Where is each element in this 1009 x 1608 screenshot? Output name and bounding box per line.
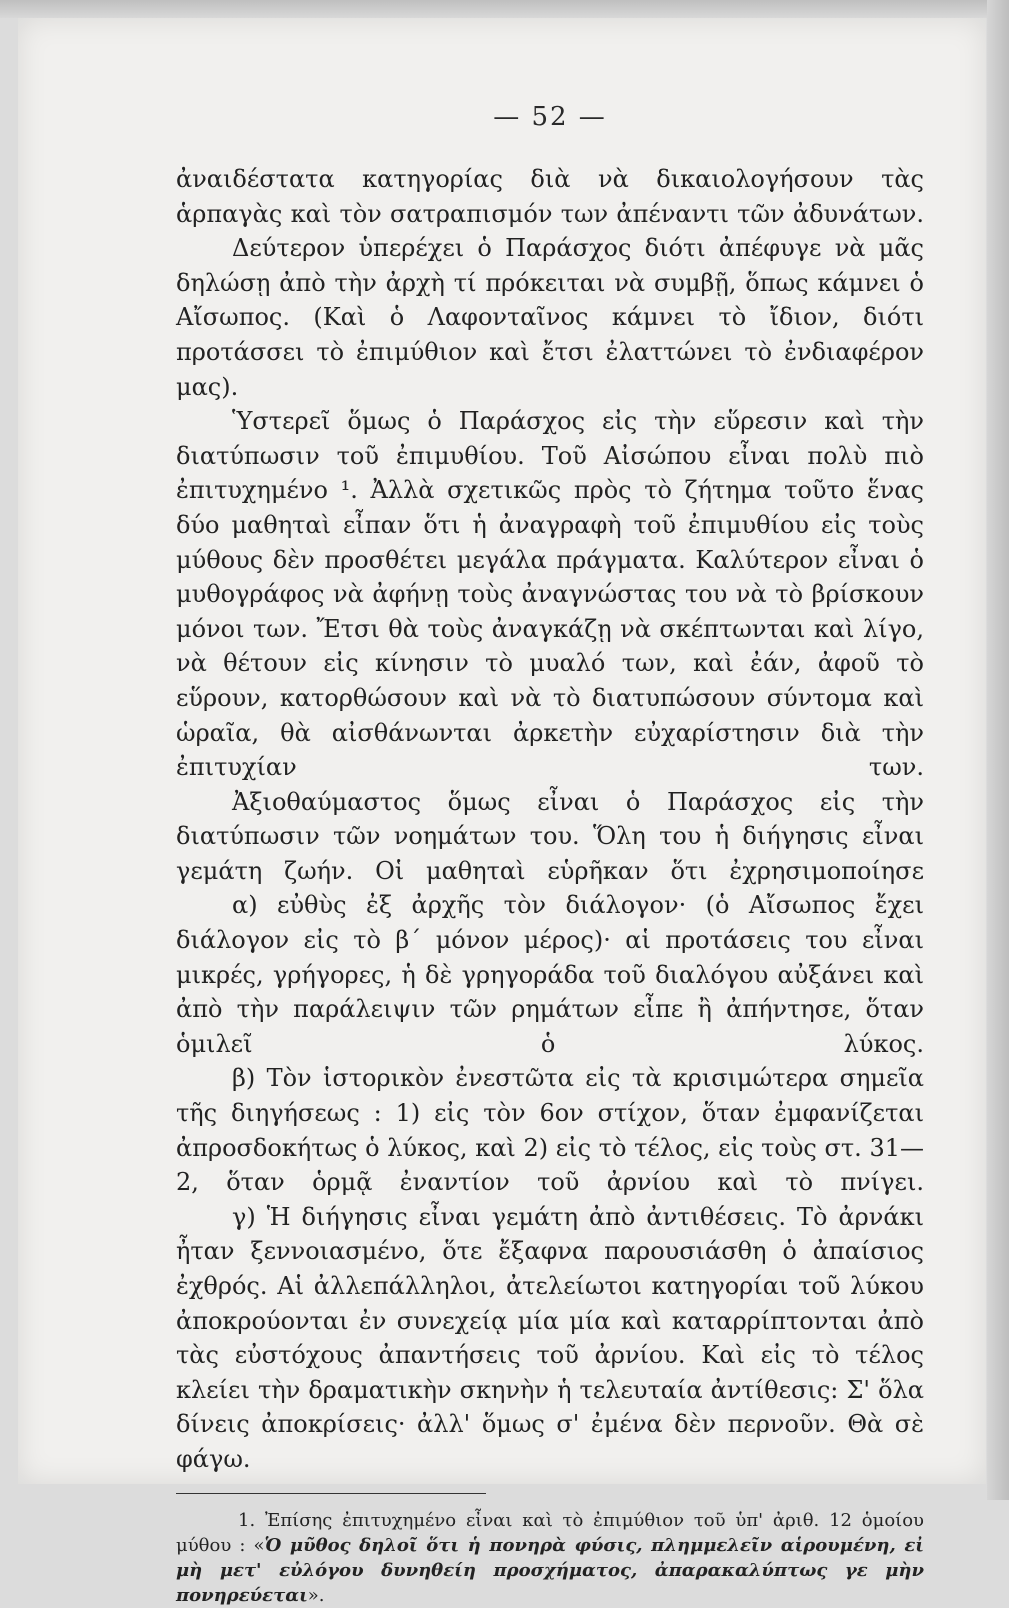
paragraph-3: Ὑστερεῖ ὅμως ὁ Παράσχος εἰς τὴν εὕρεσιν καὶ τὴν διατύπωσιν τοῦ ἐπιμυθίου. Τοῦ Αἰσώπου εἶναι πολὺ πιὸ ἐπιτυχημένο ¹. Ἀλλὰ σχετικῶς πρὸς τὸ ζήτημα τοῦτο ἕνας δύο μαθηταὶ εἶπαν ὅτι ἡ ἀναγραφὴ τοῦ ἐπιμυθίου εἰς τοὺς μύθους δὲν προσθέτει μεγάλα πράγματα. Καλύτερον εἶναι ὁ μυθογράφος νὰ ἀφήνῃ τοὺς ἀναγνώστας του νὰ τὸ βρίσκουν μόνοι των. Ἔτσι θὰ τοὺς ἀναγκάζῃ νὰ σκέπτωνται καὶ λίγο, νὰ θέτουν εἰς κίνησιν τὸ μυαλό των, καὶ ἐάν, ἀφοῦ τὸ εὕρουν, κατορθώσουν καὶ νὰ τὸ διατυπώσουν σύντομα καὶ ὡραῖα, θὰ αἰσθάνωνται ἀρκετὴν εὐχαρίστησιν διὰ τὴν ἐπιτυχίαν των.: [176, 407, 924, 782]
page-content: [176, 102, 924, 1608]
list-item-c: γ) Ἡ διήγησις εἶναι γεμάτη ἀπὸ ἀντιθέσεις. Τὸ ἀρνάκι ἦταν ξεννοιασμένο, ὅτε ἔξαφνα παρουσιάσθη ὁ ἀπαίσιος ἐχθρός. Αἱ ἀλλεπάλληλοι, ἀτελείωτοι κατηγορίαι τοῦ λύκου ἀποκρούονται ἐν συνεχείᾳ μία μία καὶ καταρρίπτονται ἀπὸ τὰς εὐστόχους ἀπαντήσεις τοῦ ἀρνίου. Καὶ εἰς τὸ τέλος κλείει τὴν δραματικὴν σκηνὴν ἡ τελευταία ἀντίθεσις: Σ' ὅλα δίνεις ἀποκρίσεις· ἀλλ' ὅμως σ' ἐμένα δὲν περνοῦν. Θὰ σὲ φάγω.: [176, 1202, 924, 1473]
scan-edge-right: [987, 0, 1009, 1500]
list-item-a: α) εὐθὺς ἐξ ἀρχῆς τὸν διάλογον· (ὁ Αἴσωπος ἔχει διάλογον εἰς τὸ β΄ μόνον μέρος)· αἱ προτάσεις του εἶναι μικρές, γρήγορες, ἡ δὲ γρηγοράδα τοῦ διαλόγου αὐξάνει καὶ ἀπὸ τὴν παράλειψιν τῶν ρημάτων εἶπε ἢ ἀπήντησε, ὅταν ὁμιλεῖ ὁ λύκος.: [176, 891, 924, 1058]
footnote-divider: [176, 1493, 486, 1494]
footnote: [176, 1508, 924, 1608]
footnote-intro: 1. Ἐπίσης ἐπιτυχημένο εἶναι καὶ τὸ ἐπιμύθιον τοῦ ὑπ' ἀριθ. 12 ὁμοίου μύθου : «: [176, 1509, 924, 1556]
footnote-quote: Ὁ μῦθος δηλοῖ ὅτι ἡ πονηρὰ φύσις, πλημμελεῖν αἱρουμένη, εἰ μὴ μετ' εὐλόγου δυνηθείη προσχήματος, ἀπαρακαλύπτως γε μὴν πονηρεύεται: [176, 1534, 924, 1606]
list-item-b: β) Τὸν ἱστορικὸν ἐνεστῶτα εἰς τὰ κρισιμώτερα σημεῖα τῆς διηγήσεως : 1) εἰς τὸν 6ον στίχον, ὅταν ἐμφανίζεται ἀπροσδοκήτως ὁ λύκος, καὶ 2) εἰς τὸ τέλος, εἰς τοὺς στ. 31—2, ὅταν ὁρμᾷ ἐναντίον τοῦ ἀρνίου καὶ τὸ πνίγει.: [176, 1064, 924, 1197]
paragraph-4: Ἀξιοθαύμαστος ὅμως εἶναι ὁ Παράσχος εἰς τὴν διατύπωσιν τῶν νοημάτων του. Ὅλη του ἡ διήγησις εἶναι γεμάτη ζωήν. Οἱ μαθηταὶ εὑρῆκαν ὅτι ἐχρησιμοποίησε: [176, 787, 924, 885]
book-page: [18, 18, 986, 1606]
page-number: — 52 —: [493, 102, 607, 132]
footnote-outro: ».: [307, 1584, 325, 1606]
scan-edge-top: [0, 0, 1009, 18]
paragraph-1: ἀναιδέστατα κατηγορίας διὰ νὰ δικαιολογήσουν τὰς ἁρπαγὰς καὶ τὸν σατραπισμόν των ἀπέναντι τῶν ἀδυνάτων.: [176, 165, 924, 228]
paragraph-2: Δεύτερον ὑπερέχει ὁ Παράσχος διότι ἀπέφυγε νὰ μᾶς δηλώσῃ ἀπὸ τὴν ἀρχὴ τί πρόκειται νὰ συμβῇ, ὅπως κάμνει ὁ Αἴσωπος. (Καὶ ὁ Λαφονταῖνος κάμνει τὸ ἴδιον, διότι προτάσσει τὸ ἐπιμύθιον καὶ ἔτσι ἐλαττώνει τὸ ἐνδιαφέρον μας).: [176, 234, 924, 401]
